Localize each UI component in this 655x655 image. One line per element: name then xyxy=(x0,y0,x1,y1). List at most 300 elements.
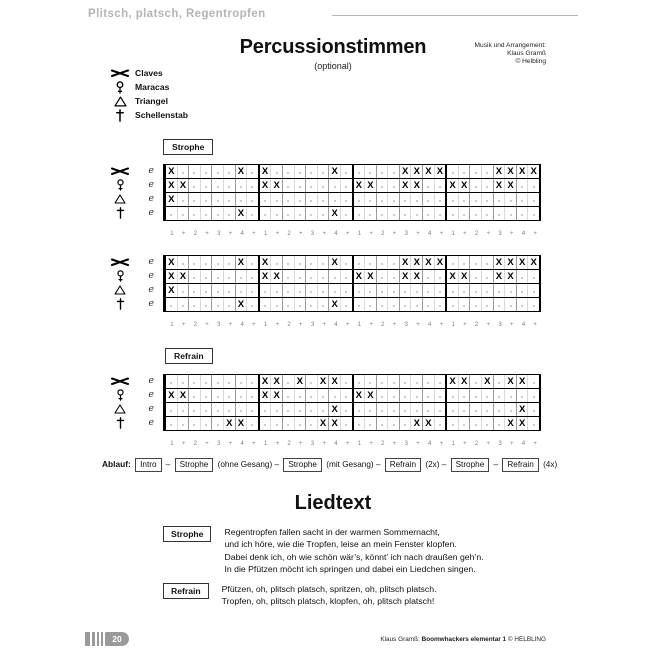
grid-cell xyxy=(318,165,330,178)
grid-cell xyxy=(470,179,482,192)
beat-label: 1 xyxy=(170,322,174,328)
hit-x-mark: X xyxy=(423,165,435,178)
grid-cell xyxy=(517,193,529,206)
grid-cell xyxy=(494,193,506,206)
grid-cell xyxy=(528,375,541,388)
rest-dot xyxy=(345,305,347,307)
claves-icon xyxy=(110,255,130,269)
rest-dot xyxy=(310,396,312,398)
instrument-legend xyxy=(110,66,188,122)
grid-cell xyxy=(212,270,224,283)
credits-line: Klaus Gramß xyxy=(507,50,546,58)
grid-row-schellenstab xyxy=(166,207,541,221)
beat-label: 4 xyxy=(428,441,432,447)
hit-x-mark: X xyxy=(447,179,459,192)
legend-label: Triangel xyxy=(135,96,168,106)
grid-cell xyxy=(283,256,295,269)
grid-cell xyxy=(423,375,435,388)
maracas-icon xyxy=(110,269,130,283)
maracas-icon xyxy=(110,388,130,402)
rest-dot xyxy=(251,200,253,202)
grid-cell xyxy=(189,403,201,416)
grid-cell xyxy=(341,256,354,269)
hit-x-mark: X xyxy=(400,256,412,269)
beat-label: + xyxy=(439,322,444,328)
grid-cell xyxy=(283,298,295,311)
grid-cell xyxy=(189,375,201,388)
rest-dot xyxy=(345,186,347,188)
grid-cell xyxy=(341,207,354,220)
rest-dot xyxy=(381,277,383,279)
beat-label: + xyxy=(369,231,373,237)
hit-x-mark: X xyxy=(166,165,178,178)
grid-cell xyxy=(247,417,260,430)
rest-dot xyxy=(345,200,347,202)
grid-cell xyxy=(377,207,389,220)
grid-cell xyxy=(306,417,318,430)
clef-column xyxy=(130,374,163,431)
grid-cell xyxy=(189,179,201,192)
hit-x-mark: X xyxy=(260,375,272,388)
rest-dot xyxy=(404,382,406,384)
claves-icon xyxy=(110,68,130,78)
grid-cell xyxy=(365,256,377,269)
beat-label: 2 xyxy=(474,231,479,237)
beat-label: 1 xyxy=(263,322,268,328)
grid-cell xyxy=(423,270,435,283)
rest-dot xyxy=(416,382,418,384)
rest-dot xyxy=(276,172,278,174)
rest-dot xyxy=(533,291,535,293)
grid-cell xyxy=(189,207,201,220)
grid-cell xyxy=(329,193,341,206)
beat-label: 4 xyxy=(334,322,338,328)
grid-cell xyxy=(411,298,423,311)
beat-label: 1 xyxy=(263,441,268,447)
hit-x-mark: X xyxy=(411,417,423,430)
rest-dot xyxy=(334,186,336,188)
beat-label: + xyxy=(322,231,326,237)
rest-dot xyxy=(276,200,278,202)
hit-x-mark: X xyxy=(423,417,435,430)
grid-cell xyxy=(224,193,236,206)
grid-cell xyxy=(528,193,541,206)
rest-dot xyxy=(439,424,441,426)
rest-dot xyxy=(452,172,454,174)
rest-dot xyxy=(182,200,184,202)
grid-cell xyxy=(435,207,448,220)
beat-label: 4 xyxy=(240,441,244,447)
rest-dot xyxy=(381,214,383,216)
rest-dot xyxy=(498,305,500,307)
rest-dot xyxy=(486,172,488,174)
rest-dot xyxy=(217,305,219,307)
grid-cell xyxy=(260,417,272,430)
hit-x-mark: X xyxy=(528,165,541,178)
grid-cell xyxy=(528,207,541,220)
grid-cell xyxy=(306,298,318,311)
hit-x-mark: X xyxy=(271,375,283,388)
grid-cell xyxy=(377,417,389,430)
rest-dot xyxy=(205,291,207,293)
grid-cell xyxy=(271,207,283,220)
rest-dot xyxy=(310,214,312,216)
grid-cell xyxy=(224,207,236,220)
rest-dot xyxy=(264,214,266,216)
rest-dot xyxy=(345,410,347,412)
grid-cell xyxy=(247,256,260,269)
rest-dot xyxy=(205,305,207,307)
rest-dot xyxy=(475,200,477,202)
rest-dot xyxy=(510,305,512,307)
grid-cell xyxy=(295,389,307,402)
grid-cell xyxy=(260,207,272,220)
hit-x-mark: X xyxy=(318,417,330,430)
grid-cell xyxy=(517,270,529,283)
grid-cell xyxy=(236,270,248,283)
beat-label: 4 xyxy=(428,322,432,328)
beat-label: 2 xyxy=(287,441,291,447)
rest-dot xyxy=(439,305,441,307)
grid-cell xyxy=(447,298,459,311)
rest-dot xyxy=(498,396,500,398)
grid-cell xyxy=(354,193,366,206)
grid-cell xyxy=(494,417,506,430)
rest-dot xyxy=(463,424,465,426)
hit-x-mark: X xyxy=(236,417,248,430)
rest-dot xyxy=(404,396,406,398)
grid-row-claves xyxy=(166,256,541,270)
grid-cell xyxy=(341,284,354,297)
grid-cell xyxy=(400,417,412,430)
lyrics-refrain xyxy=(163,583,437,608)
grid-cell xyxy=(306,207,318,220)
rest-dot xyxy=(193,424,195,426)
rest-dot xyxy=(228,382,230,384)
grid-cell xyxy=(435,389,448,402)
grid-cell xyxy=(341,270,354,283)
rest-dot xyxy=(287,382,289,384)
grid-cell xyxy=(295,270,307,283)
grid-cell xyxy=(435,270,448,283)
rest-dot xyxy=(416,291,418,293)
grid-cell xyxy=(470,193,482,206)
grid-cell xyxy=(470,389,482,402)
rest-dot xyxy=(251,263,253,265)
rest-dot xyxy=(334,277,336,279)
ablauf-text: (ohne Gesang) – xyxy=(215,460,282,469)
rest-dot xyxy=(475,410,477,412)
footer-bar xyxy=(85,632,90,646)
rest-dot xyxy=(369,263,371,265)
grid-cell xyxy=(365,375,377,388)
grid-cell xyxy=(224,375,236,388)
rhythm-grid-strophe-2 xyxy=(163,255,541,312)
rest-dot xyxy=(193,305,195,307)
clef-e: e xyxy=(148,375,154,386)
grid-row-maracas xyxy=(166,270,541,284)
beat-label: + xyxy=(275,231,280,237)
rest-dot xyxy=(251,396,253,398)
hit-x-mark: X xyxy=(260,179,272,192)
ablauf-text: (2x) – xyxy=(423,460,449,469)
hit-x-mark: X xyxy=(166,284,178,297)
beat-label: 2 xyxy=(287,322,291,328)
grid-cell xyxy=(212,193,224,206)
grid-cell xyxy=(377,270,389,283)
grid-cell xyxy=(236,389,248,402)
grid-cell xyxy=(354,403,366,416)
grid-cell xyxy=(283,179,295,192)
grid-cell xyxy=(236,193,248,206)
grid-cell xyxy=(411,207,423,220)
grid-cell xyxy=(212,207,224,220)
rest-dot xyxy=(358,291,360,293)
grid-cell xyxy=(354,284,366,297)
grid-cell xyxy=(318,298,330,311)
grid-cell xyxy=(423,193,435,206)
grid-cell xyxy=(388,165,400,178)
rest-dot xyxy=(533,214,535,216)
ablauf-text: – xyxy=(163,460,173,469)
rest-dot xyxy=(310,410,312,412)
beat-label: 2 xyxy=(287,231,291,237)
rest-dot xyxy=(510,396,512,398)
grid-cell xyxy=(494,389,506,402)
schellenstab-icon xyxy=(110,206,130,220)
rest-dot xyxy=(182,291,184,293)
grid-cell xyxy=(224,179,236,192)
rest-dot xyxy=(217,396,219,398)
grid-cell xyxy=(388,179,400,192)
grid-row-schellenstab xyxy=(166,298,541,312)
rest-dot xyxy=(170,382,172,384)
rest-dot xyxy=(193,291,195,293)
grid-cell xyxy=(283,193,295,206)
clef-e: e xyxy=(148,193,154,204)
grid-cell xyxy=(447,256,459,269)
triangel-icon xyxy=(110,192,130,206)
grid-cell xyxy=(341,179,354,192)
rest-dot xyxy=(170,410,172,412)
rest-dot xyxy=(334,291,336,293)
grid-cell xyxy=(201,165,213,178)
grid-cell xyxy=(318,389,330,402)
grid-cell xyxy=(459,207,471,220)
ablauf-label: Ablauf: xyxy=(102,459,131,469)
grid-cell xyxy=(247,298,260,311)
rest-dot xyxy=(486,200,488,202)
rest-dot xyxy=(463,200,465,202)
hit-x-mark: X xyxy=(400,179,412,192)
grid-cell xyxy=(201,256,213,269)
beat-label: + xyxy=(533,441,537,447)
hit-x-mark: X xyxy=(329,375,341,388)
rest-dot xyxy=(381,424,383,426)
rest-dot xyxy=(170,424,172,426)
grid-cell xyxy=(341,165,354,178)
lyrics-label-refrain: Refrain xyxy=(163,583,209,599)
rest-dot xyxy=(205,186,207,188)
rest-dot xyxy=(486,214,488,216)
rest-dot xyxy=(217,186,219,188)
rest-dot xyxy=(427,214,429,216)
rest-dot xyxy=(205,200,207,202)
beat-label: + xyxy=(486,231,491,237)
rest-dot xyxy=(228,186,230,188)
hit-x-mark: X xyxy=(435,165,448,178)
rest-dot xyxy=(310,263,312,265)
rest-dot xyxy=(533,186,535,188)
grid-cell xyxy=(189,256,201,269)
rest-dot xyxy=(334,200,336,202)
hit-x-mark: X xyxy=(295,375,307,388)
grid-cell xyxy=(505,389,517,402)
rest-dot xyxy=(498,382,500,384)
grid-cell xyxy=(482,193,494,206)
rest-dot xyxy=(322,186,324,188)
lyrics-line: Dabei denk ich, oh wie schön wär’s, könnt’ ich nach draußen geh’n. xyxy=(224,551,484,562)
rest-dot xyxy=(393,214,395,216)
grid-cell xyxy=(260,284,272,297)
rest-dot xyxy=(217,172,219,174)
rest-dot xyxy=(287,200,289,202)
rest-dot xyxy=(521,396,523,398)
rest-dot xyxy=(521,305,523,307)
grid-cell xyxy=(388,270,400,283)
ablauf-line xyxy=(102,458,557,472)
rest-dot xyxy=(228,172,230,174)
grid-cell xyxy=(201,207,213,220)
grid-cell xyxy=(423,207,435,220)
grid-cell xyxy=(236,375,248,388)
beat-label: + xyxy=(252,441,256,447)
beat-label: 2 xyxy=(474,322,479,328)
grid-cell xyxy=(247,375,260,388)
lyrics-label-strophe: Strophe xyxy=(163,526,211,542)
grid-cell xyxy=(482,270,494,283)
grid-cell xyxy=(470,403,482,416)
rest-dot xyxy=(439,396,441,398)
rest-dot xyxy=(498,214,500,216)
lyrics-line: In die Pfützen möcht ich springen und dabei ein Liedchen singen. xyxy=(224,564,476,575)
rest-dot xyxy=(463,291,465,293)
grid-cell xyxy=(201,403,213,416)
grid-cell xyxy=(178,298,190,311)
grid-cell xyxy=(283,389,295,402)
rest-dot xyxy=(251,214,253,216)
grid-cell xyxy=(295,284,307,297)
triangel-icon xyxy=(110,96,130,107)
beat-label: + xyxy=(275,322,280,328)
beat-label: + xyxy=(252,322,256,328)
grid-cell xyxy=(423,284,435,297)
rest-dot xyxy=(381,382,383,384)
hit-x-mark: X xyxy=(271,270,283,283)
grid-cell xyxy=(189,270,201,283)
beat-label: 3 xyxy=(217,441,221,447)
grid-row-triangel xyxy=(166,193,541,207)
beat-number-row xyxy=(166,231,541,237)
grid-cell xyxy=(435,179,448,192)
beat-label: 1 xyxy=(170,231,174,237)
instrument-icon-column xyxy=(110,374,130,431)
grid-cell xyxy=(400,298,412,311)
beat-label: 2 xyxy=(381,231,385,237)
legend-label: Schellenstab xyxy=(135,110,189,120)
grid-cell xyxy=(283,417,295,430)
liedtext-heading: Liedtext xyxy=(294,492,372,514)
hit-x-mark: X xyxy=(459,270,471,283)
grid-cell xyxy=(482,298,494,311)
grid-cell xyxy=(166,375,178,388)
grid-cell xyxy=(388,389,400,402)
grid-cell xyxy=(295,193,307,206)
grid-cell xyxy=(377,179,389,192)
grid-cell xyxy=(283,403,295,416)
beat-label: + xyxy=(463,231,467,237)
grid-cell xyxy=(377,284,389,297)
rest-dot xyxy=(228,291,230,293)
grid-cell xyxy=(377,298,389,311)
page-number: 20 xyxy=(105,632,129,646)
grid-cell xyxy=(482,179,494,192)
page-subtitle: (optional) xyxy=(314,61,352,71)
rest-dot xyxy=(486,396,488,398)
grid-cell xyxy=(189,165,201,178)
rest-dot xyxy=(322,291,324,293)
legend-item-schellenstab xyxy=(110,108,188,122)
grid-cell xyxy=(365,165,377,178)
rest-dot xyxy=(322,277,324,279)
grid-cell xyxy=(247,403,260,416)
grid-cell xyxy=(212,417,224,430)
rest-dot xyxy=(299,172,301,174)
beat-label: 3 xyxy=(404,441,408,447)
rest-dot xyxy=(322,410,324,412)
grid-cell xyxy=(236,179,248,192)
clef-e: e xyxy=(148,284,154,295)
rest-dot xyxy=(182,263,184,265)
grid-cell xyxy=(283,270,295,283)
rest-dot xyxy=(439,214,441,216)
percussion-system-refrain xyxy=(110,374,541,447)
grid-cell xyxy=(354,375,366,388)
hit-x-mark: X xyxy=(260,270,272,283)
hit-x-mark: X xyxy=(329,165,341,178)
grid-cell xyxy=(224,270,236,283)
rest-dot xyxy=(533,424,535,426)
rest-dot xyxy=(205,382,207,384)
grid-cell xyxy=(236,284,248,297)
hit-x-mark: X xyxy=(447,375,459,388)
rest-dot xyxy=(416,200,418,202)
beat-label: + xyxy=(463,322,467,328)
rest-dot xyxy=(345,172,347,174)
rest-dot xyxy=(452,396,454,398)
beat-label: + xyxy=(345,441,350,447)
rest-dot xyxy=(486,263,488,265)
beat-label: 1 xyxy=(451,322,455,328)
rest-dot xyxy=(240,277,242,279)
ablauf-box-intro: Intro xyxy=(135,458,161,472)
rest-dot xyxy=(439,200,441,202)
rest-dot xyxy=(486,277,488,279)
hit-x-mark: X xyxy=(365,389,377,402)
hit-x-mark: X xyxy=(271,179,283,192)
grid-cell xyxy=(247,389,260,402)
rest-dot xyxy=(251,410,253,412)
